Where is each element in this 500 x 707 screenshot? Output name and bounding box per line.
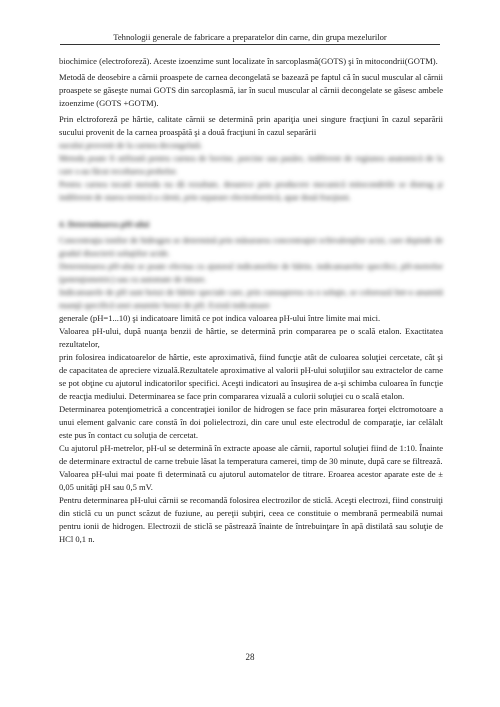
paragraph: Cu ajutorul pH-metrelor, pH-ul se determină în extracte apoase ale cărnii, raportul soluţiei fiind de 1:10. Înainte de determinare extractul de carne trebuie lăsat la temperatura camerei, timp de 30 minute, după care se filtrează. — [59, 443, 443, 466]
paragraph: Valoarea pH-ului, după nuanţa benzii de hârtie, se determină prin compararea pe o scală etalon. Exactitatea rezultatelor, — [59, 326, 443, 349]
page-number: 28 — [245, 652, 255, 662]
blurred-paragraph: sucului provenit de la carnea decongelată. — [59, 140, 203, 150]
blurred-paragraph: Determinarea pH-ului se poate efectua cu ajutorul indicatorilor de hârtie, indicatoarelor specifici, pH-metrelor (potenţiometric) sau cu automate de titrare. — [59, 261, 443, 284]
blurred-paragraph: Metoda poate fi utilizată pentru carnea de bovine, porcine sau pasăre, indiferent de regiunea anatomică de la care s-au făcut recoltarea probelor. — [59, 153, 443, 176]
blurred-paragraph: Concentraţia ionilor de hidrogen se determină prin măsurarea concentraţiei echivalenţilor acizi, care depinde de gradul disocierii soluţiilor acide. — [59, 235, 443, 258]
paragraph: Prin elctroforeză pe hârtie, calitate cărnii se determină prin apariţia unei singure fracţiuni în cazul separării sucului provenit de la carnea proaspătă şi a două fracţiuni în cazul separării — [59, 114, 443, 137]
section-heading-blurred: 4. Determinarea pH-ului — [59, 219, 150, 229]
paragraph: prin folosirea indicatoarelor de hârtie, este aproximativă, fiind funcţie atât de culoarea soluţiei cercetate, cât şi de capacitatea de apreciere vizuală.Rezultatele aproximative al valorii pH-ului soluţiilor sau extractelor de carne se pot obţine cu ajutorul indicatorilor specifici. Aceşti indicatori au însuşirea de a-şi schimba culoarea în funcţie de reacţia mediului. Determinarea se face prin compararea vizuală a culorii soluţiei cu o scală etalon. — [59, 352, 443, 401]
paragraph: Pentru determinarea pH-ului cărnii se recomandă folosirea electrozilor de sticlă. Aceşti electrozi, fiind construiţi din sticlă cu un punct scăzut de fuziune, au pereţii subţiri, ceea ce constituie o membrană permeabilă numai pentru ionii de hidrogen. Electrozii de sticlă se păstrează înainte de întrebuinţare în apă distilată sau soluţie de HCl 0,1 n. — [59, 495, 443, 544]
paragraph: biochimice (electroforeză). Aceste izoenzime sunt localizate în sarcoplasmă(GOTS) şi în mitocondrii(GOTM). — [59, 56, 438, 66]
header-divider — [60, 44, 440, 45]
paragraph: Determinarea potenţiometrică a concentraţiei ionilor de hidrogen se face prin măsurarea forţei elctromotoare a unui element galvanic care constă în doi polielectrozi, din care unul este electrodul de comparaţie, iar celălalt este pus în contact cu soluţia de cercetat. — [59, 404, 443, 440]
paragraph: Metodă de deosebire a cărnii proaspete de carnea decongelată se bazează pe faptul că în sucul muscular al cărnii proaspete se găseşte numai GOTS din sarcoplasmă, iar în sucul muscular al cărnii decongelate se găsesc ambele izoenzime (GOTS +GOTM). — [59, 72, 443, 108]
paragraph: Valoarea pH-ului mai poate fi determinată cu ajutorul automatelor de titrare. Eroarea acestor aparate este de ± 0,05 unităţi pH sau 0,5 mV. — [59, 469, 443, 492]
blurred-paragraph: Pentru carnea tocată metoda nu dă rezultate, deoarece prin producere mecanică mitocondriile se distrug şi indiferent de starea termică a cărnii, prin separare electroforetică, apar două fracţiuni. — [59, 179, 443, 202]
paragraph: generale (pH=1...10) şi indicatoare limită ce pot indica valoarea pH-ului între limite mai mici. — [59, 313, 381, 323]
blurred-paragraph: Indicatoarele de pH sunt benzi de hârtie speciale care, prin cunoaşterea cu o soluţie, se colorează într-o anumită nuanţă specifică unei anumite benzi de pH. Există indicatoare — [59, 287, 443, 310]
page-body — [59, 55, 443, 546]
running-header: Tehnologii generale de fabricare a preparatelor din carne, din grupa mezelurilor — [113, 32, 387, 42]
